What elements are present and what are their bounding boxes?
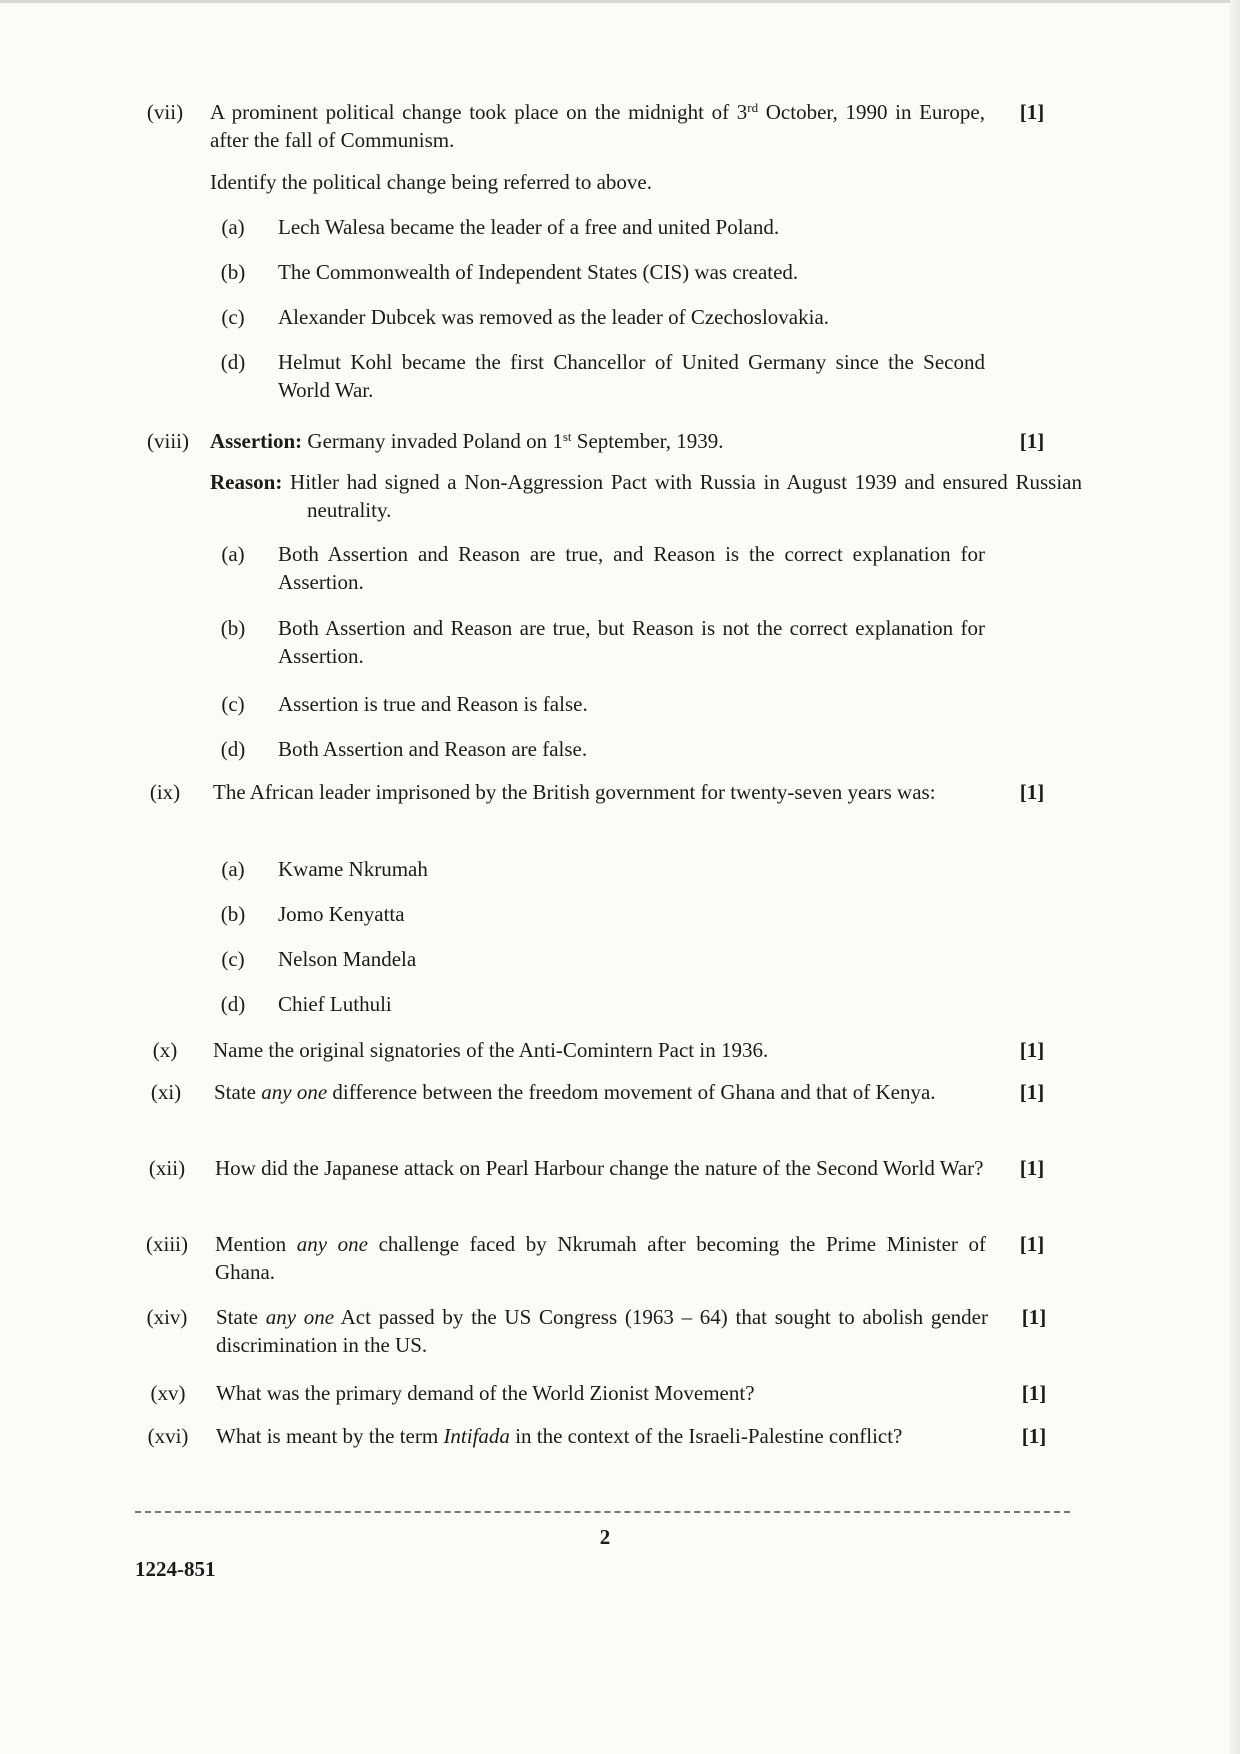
paper-code: 1224-851: [135, 1557, 216, 1581]
option-label: (d): [220, 350, 246, 374]
option-text: Alexander Dubcek was removed as the leader of Czechoslovakia.: [278, 305, 830, 329]
marks: [1]: [1019, 780, 1045, 804]
option-text: Chief Luthuli: [278, 992, 392, 1016]
option-label: (b): [220, 616, 246, 640]
option-text: Nelson Mandela: [278, 947, 417, 971]
question-number: (xv): [150, 1381, 186, 1405]
question-number: (vii): [146, 100, 184, 124]
option-text: The Commonwealth of Independent States (CIS) was created.: [278, 260, 799, 284]
question-text: State any one Act passed by the US Congress (1963 – 64) that sought to abolish gender discrimination in the US.: [216, 1305, 988, 1357]
marks: [1]: [1019, 429, 1045, 453]
question-number: (x): [152, 1038, 178, 1062]
option-text: Lech Walesa became the leader of a free and united Poland.: [278, 215, 780, 239]
question-text: How did the Japanese attack on Pearl Harbour change the nature of the Second World War?: [215, 1156, 984, 1180]
reason-label: Reason:: [210, 470, 283, 494]
question-number: (xii): [148, 1156, 186, 1180]
question-text: What is meant by the term Intifada in the context of the Israeli-Palestine conflict?: [216, 1424, 903, 1448]
question-number: (xiii): [146, 1232, 188, 1256]
assertion-label: Assertion:: [210, 429, 303, 453]
option-label: (b): [220, 260, 246, 284]
option-label: (b): [220, 902, 246, 926]
reason-statement: Reason: Hitler had signed a Non-Aggression Pact with Russia in August 1939 and ensured Russian neutrality.: [210, 470, 1082, 522]
option-text: Jomo Kenyatta: [278, 902, 405, 926]
option-text: Both Assertion and Reason are false.: [278, 737, 588, 761]
question-text: Mention any one challenge faced by Nkrumah after becoming the Prime Minister of Ghana.: [215, 1232, 986, 1284]
option-label: (a): [221, 857, 245, 881]
question-text: A prominent political change took place on the midnight of 3rd October, 1990 in Europe, after the fall of Communism.: [210, 100, 985, 152]
marks: [1]: [1019, 1080, 1045, 1104]
question-number: (xi): [150, 1080, 182, 1104]
dashed-separator: [135, 1511, 1070, 1513]
question-number: (xvi): [147, 1424, 189, 1448]
marks: [1]: [1019, 1156, 1045, 1180]
marks: [1]: [1019, 100, 1045, 124]
question-text: Name the original signatories of the Anti-Comintern Pact in 1936.: [213, 1038, 769, 1062]
option-label: (d): [220, 737, 246, 761]
question-instruction: Identify the political change being referred to above.: [210, 170, 652, 194]
marks: [1]: [1019, 1038, 1045, 1062]
marks: [1]: [1021, 1424, 1047, 1448]
option-label: (a): [221, 215, 245, 239]
assertion-statement: Assertion: Germany invaded Poland on 1st September, 1939.: [210, 429, 724, 453]
option-label: (c): [221, 692, 245, 716]
question-number: (xiv): [146, 1305, 188, 1329]
option-text: Kwame Nkrumah: [278, 857, 428, 881]
option-label: (a): [221, 542, 245, 566]
option-label: (d): [220, 992, 246, 1016]
option-label: (c): [221, 305, 245, 329]
option-text: Assertion is true and Reason is false.: [278, 692, 588, 716]
question-text: What was the primary demand of the World Zionist Movement?: [216, 1381, 755, 1405]
marks: [1]: [1021, 1305, 1047, 1329]
page-right-edge: [1230, 0, 1240, 1754]
option-text: Both Assertion and Reason are true, and Reason is the correct explanation for Assertion.: [278, 542, 985, 594]
page-number: 2: [599, 1525, 611, 1549]
question-text: State any one difference between the freedom movement of Ghana and that of Kenya.: [214, 1080, 936, 1104]
question-number: (ix): [149, 780, 181, 804]
question-text: The African leader imprisoned by the British government for twenty-seven years was:: [213, 780, 936, 804]
option-text: Both Assertion and Reason are true, but Reason is not the correct explanation for Assertion.: [278, 616, 985, 668]
page-top-edge: [0, 0, 1240, 3]
option-text: Helmut Kohl became the first Chancellor of United Germany since the Second World War.: [278, 350, 985, 402]
option-label: (c): [221, 947, 245, 971]
marks: [1]: [1019, 1232, 1045, 1256]
question-number: (viii): [147, 429, 189, 453]
marks: [1]: [1021, 1381, 1047, 1405]
